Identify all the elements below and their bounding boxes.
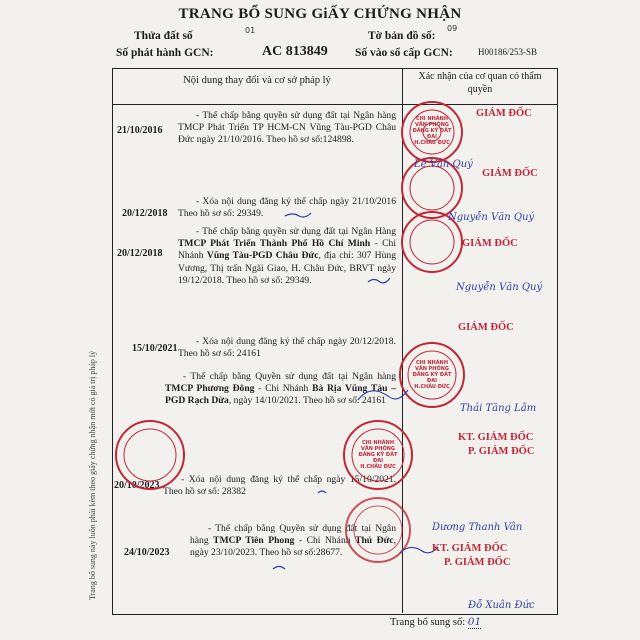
entry-text-part: - Thế chấp bằng Quyền sử dụng đất tại Ngân hàng [190,523,396,547]
stamp-text: CHI NHÁNH VĂN PHÒNG ĐĂNG KÝ ĐẤT ĐAI H.CHÂU ĐỨC [412,360,452,390]
parcel-label: Thửa đất số [134,30,193,42]
stamp-text: CHI NHÁNH VĂN PHÒNG ĐĂNG KÝ ĐẤT ĐAI H.CHÂU ĐỨC [412,116,452,146]
signer-name: Nguyễn Văn Quý [456,282,543,293]
registry-value: H00186/253-SB [478,47,538,57]
director-title: GIÁM ĐỐC [482,168,538,179]
signer-name: Thái Tăng Lâm [460,403,537,414]
entry-text: - Xóa nội dung đăng ký thế chấp ngày 21/10/2016 Theo hồ sơ số: 29349. [178,196,396,220]
entry-text: - Xóa nội dung đăng ký thế chấp ngày 20/12/2018. Theo hồ sơ số: 24161 [178,336,396,360]
supplement-page-number: 01 [467,616,482,628]
side-note: Trang bổ sung này luôn phải kèm theo giấy chứng nhận mới có giá trị pháp lý [88,350,97,600]
entry-date: 20/12/2018 [122,208,168,219]
certificate-number: AC 813849 [262,44,328,59]
entry-text: - Xóa nội dung đăng ký thế chấp ngày 15/10/2021. Theo hồ sơ số: 28382 [163,474,396,498]
map-sheet-label: Tờ bản đồ số: [368,30,436,42]
bank-name: TMCP Tiên Phong [213,535,295,547]
director-title: GIÁM ĐỐC [476,108,532,119]
entry-date: 15/10/2021 [132,343,178,354]
entry-text: - Thế chấp bằng quyền sử dụng đất tại Ngân hàng TMCP Phát Triển TP HCM-CN Vũng Tàu-PGD Châu Đức ngày 21/10/2016. Theo hồ sơ số:124898. [178,110,396,146]
column-header-content: Nội dung thay đổi và cơ sở pháp lý [183,75,331,86]
entry-text-part: , ngày 14/10/2021. Theo hồ sơ số: 24161 [228,395,386,407]
branch-name: Bà Rịa Vũng Tàu – PGD Rạch Dừa [165,383,396,407]
deputy-title: P. GIÁM ĐỐC [468,446,535,457]
entry-text-part: - Thế chấp bằng Quyền sử dụng đất tại Ngân hàng [183,371,396,382]
entry-text-part: - Chi Nhánh [178,238,396,262]
branch-name: Vũng Tàu-PGD Châu Đức [206,250,319,262]
entry-text-part: - Thế chấp bằng quyền sử dụng đất tại Ngân Hàng [196,226,396,237]
parcel-value: 01 [245,26,256,35]
entry-date: 21/10/2016 [117,125,163,136]
stamp-text: CHI NHÁNH VĂN PHÒNG ĐĂNG KÝ ĐẤT ĐAI H.CHÂU ĐỨC [358,440,398,470]
registry-label: Số vào sổ cấp GCN: [355,47,453,59]
deputy-title: KT. GIÁM ĐỐC [432,543,508,554]
certificate-number-label: Số phát hành GCN: [116,47,214,59]
page-title: TRANG BỔ SUNG GiẤY CHỨNG NHẬN [178,6,462,22]
director-title: GIÁM ĐỐC [462,238,518,249]
deputy-title: KT. GIÁM ĐỐC [458,432,534,443]
bank-name: TMCP Phát Triển Thành Phố Hồ Chí Minh [178,238,371,250]
bank-name: TMCP Phương Đông [165,383,255,395]
entry-text-part: , ngày 23/10/2023. Theo hồ sơ số:28677. [190,535,396,559]
branch-name: Thủ Đức [355,535,394,547]
director-title: GIÁM ĐỐC [458,322,514,333]
entry-text-part: , địa chỉ: 307 Hùng Vương, Thị trấn Ngãi Giao, H. Châu Đức, BRVT ngày 19/12/2018. Theo hồ sơ số: 29349. [178,250,396,286]
deputy-title: P. GIÁM ĐỐC [444,557,511,568]
entry-date: 24/10/2023 [124,547,170,558]
entry-date: 20/12/2018 [117,248,163,259]
stamp-seal [116,421,184,489]
entry-text-part: - Chi Nhánh [294,535,356,547]
column-header-confirmation: Xác nhận của cơ quan có thẩm quyền [418,71,542,95]
signer-name: Dương Thanh Vân [432,522,523,533]
signer-name: Đỗ Xuân Đức [468,600,535,611]
signer-name: Nguyễn Văn Quý [448,212,535,223]
entry-text-part: - Chi Nhánh [254,383,313,395]
map-sheet-value: 09 [447,24,458,33]
entry-date: 20/10/2023 [114,480,160,491]
signer-name: Lê Văn Quý [414,159,473,170]
supplement-page-label: Trang bổ sung số: 01 [390,616,482,628]
